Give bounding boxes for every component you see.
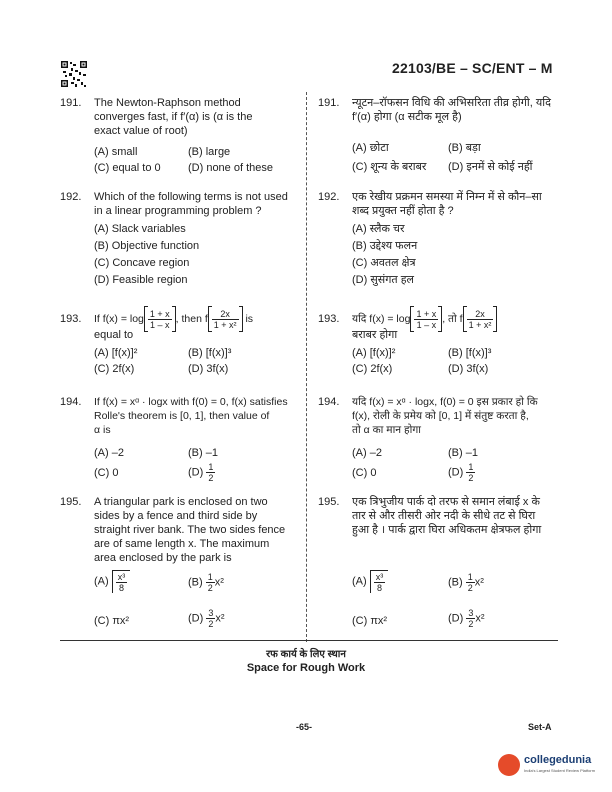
question-line: straight river bank. The two sides fence (94, 524, 286, 536)
option-b[interactable]: (B) –1 (448, 447, 478, 459)
option-d[interactable]: (D) none of these (188, 162, 273, 174)
question-line: f(x), रोली के प्रमेय को [0, 1] में संतुष्ट करता है, (352, 410, 529, 422)
option-a[interactable]: (A) $\frac{\text{x³}}{8}$ (94, 570, 130, 593)
question-line: are of same length x. The maximum (94, 538, 270, 550)
option-c[interactable]: (C) शून्य के बराबर (352, 161, 427, 173)
question-line: एक त्रिभुजीय पार्क दो तरफ से समान लंबाई x के (352, 496, 540, 508)
option-a[interactable]: (A) small (94, 146, 138, 158)
question-number: 192. (60, 191, 82, 203)
question-line: तार से और तीसरी ओर नदी के सीधे तट से घिरा (352, 510, 536, 522)
question-number: 195. (318, 496, 340, 508)
question-number: 194. (318, 396, 340, 408)
question-text: बराबर होगा (352, 329, 398, 341)
option-c[interactable]: (C) Concave region (94, 257, 190, 269)
option-a[interactable]: (A) स्लैक चर (352, 223, 405, 235)
option-a[interactable]: (A) [f(x)]² (352, 347, 396, 359)
option-c[interactable]: (C) अवतल क्षेत्र (352, 257, 416, 269)
option-c[interactable]: (C) 2f(x) (94, 363, 135, 375)
rough-work-hindi: रफ कार्य के लिए स्थान (266, 649, 346, 660)
question-line: Rolle's theorem is [0, 1], then value of (94, 410, 270, 422)
fraction: $\frac{2x}{\text{1 + x²}}$ (213, 308, 237, 330)
half-fraction: $\frac{1}{2}$ (208, 462, 214, 483)
exam-code: 22103/BE – SC/ENT – M (392, 60, 553, 76)
option-d[interactable]: (D) $\frac{3}{2}$ x² (448, 608, 485, 629)
question-text: , then f (175, 312, 208, 325)
set-label: Set-A (528, 722, 552, 732)
option-c[interactable]: (C) 0 (352, 467, 377, 479)
option-c[interactable]: (C) equal to 0 (94, 162, 161, 174)
half-fraction: $\frac{1}{2}$ (468, 462, 474, 483)
option-b[interactable]: (B) large (188, 146, 231, 158)
option-c[interactable]: (C) 2f(x) (352, 363, 393, 375)
page-number: -65- (296, 722, 313, 732)
question-line: f′(α) होगा (α सटीक मूल है) (352, 111, 462, 123)
qr-code (60, 60, 88, 88)
option-d[interactable]: (D) इनमें से कोई नहीं (448, 161, 533, 173)
question-number: 191. (318, 97, 340, 109)
question-line: area enclosed by the park is (94, 552, 232, 564)
fraction: $\frac{2x}{\text{1 + x²}}$ (468, 308, 492, 330)
option-a[interactable]: (A) $\frac{\text{x³}}{8}$ (352, 570, 388, 593)
option-a[interactable]: (A) Slack variables (94, 223, 186, 235)
option-b[interactable]: (B) –1 (188, 447, 218, 459)
square-root: $\frac{\text{x³}}{8}$ (112, 570, 131, 593)
question-line: तो α का मान होगा (352, 424, 421, 436)
option-b[interactable]: (B) Objective function (94, 240, 200, 252)
logo-tagline: India's Largest Student Review Platform (524, 768, 596, 773)
question-line: If f(x) = xᵅ · logx with f(0) = 0, f(x) satisfies (94, 396, 288, 408)
fraction: $\frac{1 + x}{1 - x}$ (149, 308, 170, 330)
option-d[interactable]: (D) 3f(x) (188, 363, 229, 375)
option-a[interactable]: (A) छोटा (352, 142, 389, 154)
question-number: 192. (318, 191, 340, 203)
question-line: The Newton-Raphson method (94, 97, 241, 109)
logo-icon (498, 754, 520, 776)
question-line: exact value of root) (94, 125, 188, 137)
option-b[interactable]: (B) बड़ा (448, 142, 481, 154)
question-line: शब्द प्रयुक्त नहीं होता है ? (352, 205, 454, 217)
option-c[interactable]: (C) πx² (94, 615, 130, 627)
question-line: α is (94, 424, 111, 436)
question-text: If f(x) = log (94, 312, 144, 325)
question-line: Which of the following terms is not used (94, 191, 288, 203)
question-text: is (245, 312, 254, 325)
question-line: एक रेखीय प्रक्रमन समस्या में निम्न में से कौन–सा (352, 191, 542, 203)
option-b[interactable]: (B) उद्देश्य फलन (352, 240, 418, 252)
question-number: 193. (318, 313, 340, 325)
option-d[interactable]: (D) सुसंगत हल (352, 274, 415, 286)
square-root: $\frac{\text{x³}}{8}$ (370, 570, 389, 593)
option-c[interactable]: (C) πx² (352, 615, 388, 627)
rough-work-label: Space for Rough Work (246, 662, 366, 674)
question-text: , तो f (442, 312, 463, 325)
question-number: 193. (60, 313, 82, 325)
question-line: converges fast, if f′(α) is (α is the (94, 111, 253, 123)
option-b[interactable]: (B) [f(x)]³ (448, 347, 492, 359)
question-number: 191. (60, 97, 82, 109)
option-d[interactable]: (D) 3f(x) (448, 363, 489, 375)
question-line: न्यूटन–रॉफसन विधि की अभिसरिता तीव्र होगी, यदि (352, 97, 551, 109)
logo-brand: collegedunia (524, 754, 592, 766)
collegedunia-logo (498, 752, 610, 782)
option-d[interactable]: (D) Feasible region (94, 274, 188, 286)
option-a[interactable]: (A) –2 (94, 447, 124, 459)
fraction: $\frac{1 + x}{1 - x}$ (416, 308, 437, 330)
option-d[interactable]: (D) $\frac{1}{2}$ (448, 462, 474, 483)
option-b[interactable]: (B) $\frac{1}{2}$ x² (188, 572, 224, 593)
question-number: 195. (60, 496, 82, 508)
option-a[interactable]: (A) –2 (352, 447, 382, 459)
section-divider (60, 640, 558, 641)
question-line: sides by a fence and third side by (94, 510, 258, 522)
question-line: हुआ है । पार्क द्वारा घिरा अधिकतम क्षेत्रफल होगा (352, 524, 542, 536)
option-d[interactable]: (D) $\frac{3}{2}$ x² (188, 608, 225, 629)
option-d[interactable]: (D) $\frac{1}{2}$ (188, 462, 214, 483)
question-text: equal to (94, 329, 134, 341)
question-number: 194. (60, 396, 82, 408)
option-b[interactable]: (B) [f(x)]³ (188, 347, 232, 359)
question-line: यदि f(x) = xᵅ · logx, f(0) = 0 इस प्रकार हो कि (352, 396, 538, 408)
question-line: A triangular park is enclosed on two (94, 496, 268, 508)
question-text: यदि f(x) = log (352, 312, 411, 325)
option-a[interactable]: (A) [f(x)]² (94, 347, 138, 359)
option-c[interactable]: (C) 0 (94, 467, 119, 479)
question-line: in a linear programming problem ? (94, 205, 262, 217)
option-b[interactable]: (B) $\frac{1}{2}$ x² (448, 572, 484, 593)
